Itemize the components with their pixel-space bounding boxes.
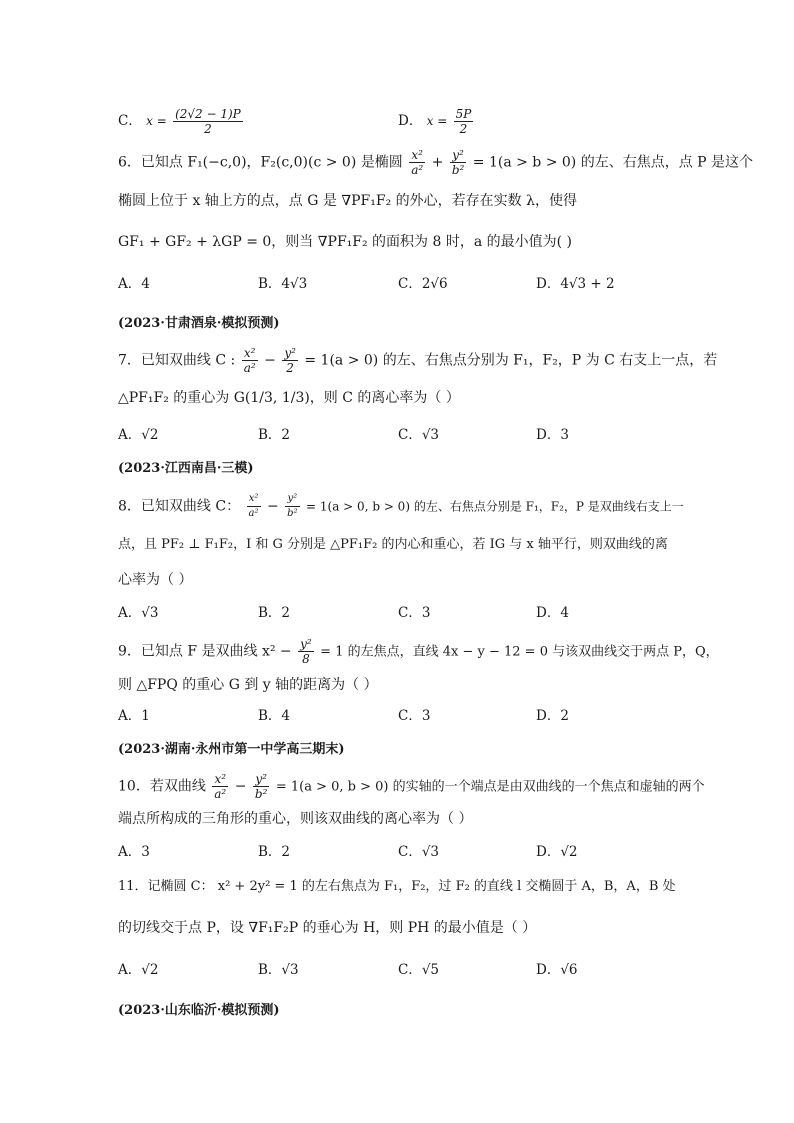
fraction-numerator: x² — [212, 772, 228, 787]
q11-option-b: B．√3 — [258, 962, 299, 978]
q8-option-a: A．√3 — [118, 605, 159, 621]
source-note: (2023·甘肃酒泉·模拟预测) — [118, 316, 280, 331]
q11-option-a: A．√2 — [118, 962, 159, 978]
q11-line-2: 的切线交于点 P，设 ∇F₁F₂P 的垂心为 H，则 PH 的最小值是（ ） — [118, 920, 537, 936]
q10-line-1 — [118, 772, 705, 801]
q8-option-d: D．4 — [536, 605, 569, 621]
source-note: (2023·江西南昌·三模) — [118, 461, 254, 476]
fraction-denominator: a² — [411, 163, 424, 177]
fraction-denominator: b² — [287, 508, 298, 519]
option-fraction — [173, 107, 243, 136]
fraction-denominator: a² — [243, 361, 256, 375]
q9-text: 9．已知点 F 是双曲线 x² − — [118, 643, 292, 660]
q6-line-3: GF₁ + GF₂ + λGP = 0，则当 ∇PF₁F₂ 的面积为 8 时，a 的最小值为( ) — [118, 234, 573, 250]
q6-option-a: A．4 — [118, 276, 150, 292]
fraction-numerator: x² — [242, 346, 258, 361]
q7-fraction-x — [242, 346, 258, 375]
minus-sign: − — [264, 352, 276, 369]
fraction-numerator: y² — [285, 492, 299, 507]
q7-text: 7．已知双曲线 C : — [118, 352, 236, 369]
q11-option-c: C．√5 — [398, 962, 440, 978]
q10-fraction-y — [253, 772, 270, 801]
fraction-numerator: y² — [450, 148, 467, 163]
q9-line-2: 则 △FPQ 的重心 G 到 y 轴的距离为（ ） — [118, 677, 378, 693]
fraction-denominator: b² — [451, 163, 465, 177]
fraction-numerator: 5P — [455, 107, 472, 121]
q9-line-1 — [118, 637, 719, 666]
q7-option-d: D．3 — [536, 427, 569, 443]
q7-option-a: A．√2 — [118, 427, 159, 443]
q10-fraction-x — [212, 772, 228, 801]
q8-option-b: B．2 — [258, 605, 291, 621]
option-expr-lhs: x = — [146, 114, 167, 128]
q6-line-2: 椭圆上位于 x 轴上方的点，点 G 是 ∇PF₁F₂ 的外心，若存在实数 λ，使得 — [118, 193, 577, 209]
q11-line-1: 11．记椭圆 C： x² + 2y² = 1 的左右焦点为 F₁，F₂，过 F₂ 的直线 l 交椭圆于 A，B，A，B 处 — [118, 879, 676, 894]
option-fraction — [454, 107, 474, 136]
q6-option-d: D．4√3 + 2 — [536, 276, 615, 292]
minus-sign: − — [266, 498, 279, 515]
q8-text: = 1(a > 0, b > 0) 的左、右焦点分别是 F₁，F₂，P 是双曲线右支上一 — [306, 499, 684, 514]
q8-text: 8．已知双曲线 C： — [118, 498, 241, 515]
q7-option-b: B．2 — [258, 427, 291, 443]
fraction-denominator: a² — [214, 787, 227, 801]
fraction-denominator: b² — [254, 787, 268, 801]
q5-option-d — [398, 107, 475, 136]
source-note: (2023·山东临沂·模拟预测) — [118, 1003, 280, 1018]
q10-option-a: A．3 — [118, 844, 150, 860]
q9-text: = 1 的左焦点，直线 4x − y − 12 = 0 与该双曲线交于两点 P，Q， — [320, 644, 719, 660]
q10-option-c: C．√3 — [398, 844, 440, 860]
q9-fraction-y — [298, 637, 314, 666]
q8-fraction-y — [285, 492, 299, 521]
q7-line-1 — [118, 346, 717, 375]
fraction-denominator: 8 — [302, 652, 310, 666]
q7-option-c: C．√3 — [398, 427, 440, 443]
q6-option-c: C．2√6 — [398, 276, 448, 292]
q6-line-1 — [118, 148, 753, 177]
fraction-numerator: y² — [284, 346, 296, 360]
minus-sign: − — [234, 778, 247, 795]
q10-line-2: 端点所构成的三角形的重心，则该双曲线的离心率为（ ） — [118, 811, 473, 827]
q6-fraction-y — [450, 148, 467, 177]
q5-option-c — [118, 107, 245, 136]
q6-text: = 1(a > b > 0) 的左、右焦点，点 P 是这个 — [472, 154, 754, 171]
q8-fraction-x — [247, 492, 261, 521]
q10-option-b: B．2 — [258, 844, 291, 860]
q11-option-d: D．√6 — [536, 962, 578, 978]
plus-sign: + — [431, 154, 444, 171]
q9-option-c: C．3 — [398, 708, 431, 724]
q9-option-d: D．2 — [536, 708, 569, 724]
fraction-numerator: x² — [409, 148, 425, 163]
q10-text: 10．若双曲线 — [118, 778, 206, 795]
fraction-numerator: (2√2 − 1)P — [175, 107, 241, 121]
q7-fraction-y — [282, 346, 298, 375]
q9-option-b: B．4 — [258, 708, 291, 724]
q9-option-a: A．1 — [118, 708, 150, 724]
fraction-numerator: y² — [300, 637, 312, 651]
option-label: C． — [118, 113, 142, 129]
fraction-denominator: a² — [248, 508, 259, 519]
source-note: (2023·湖南·永州市第一中学高三期末) — [118, 742, 345, 757]
q6-option-b: B．4√3 — [258, 276, 308, 292]
option-expr-lhs: x = — [426, 114, 448, 128]
q8-line-1 — [118, 492, 684, 521]
fraction-denominator: 2 — [204, 122, 212, 136]
q8-option-c: C．3 — [398, 605, 431, 621]
fraction-numerator: x² — [247, 492, 261, 507]
q10-option-d: D．√2 — [536, 844, 578, 860]
option-label: D． — [398, 113, 423, 129]
q6-text: 6．已知点 F₁(−c,0)，F₂(c,0)(c > 0) 是椭圆 — [118, 154, 403, 171]
q8-line-2: 点，且 PF₂ ⊥ F₁F₂，I 和 G 分别是 △PF₁F₂ 的内心和重心，若 IG 与 x 轴平行，则双曲线的离 — [118, 537, 668, 552]
q7-text: = 1(a > 0) 的左、右焦点分别为 F₁，F₂，P 为 C 右支上一点，若 — [304, 352, 718, 369]
fraction-numerator: y² — [253, 772, 270, 787]
q8-line-3: 心率为（ ） — [118, 572, 193, 588]
q6-fraction-x — [409, 148, 425, 177]
q7-line-2: △PF₁F₂ 的重心为 G(1/3, 1/3)，则 C 的离心率为（ ） — [118, 390, 460, 406]
fraction-denominator: 2 — [286, 361, 294, 375]
fraction-denominator: 2 — [459, 122, 468, 136]
q10-text: = 1(a > 0, b > 0) 的实轴的一个端点是由双曲线的一个焦点和虚轴的两个 — [275, 779, 705, 795]
